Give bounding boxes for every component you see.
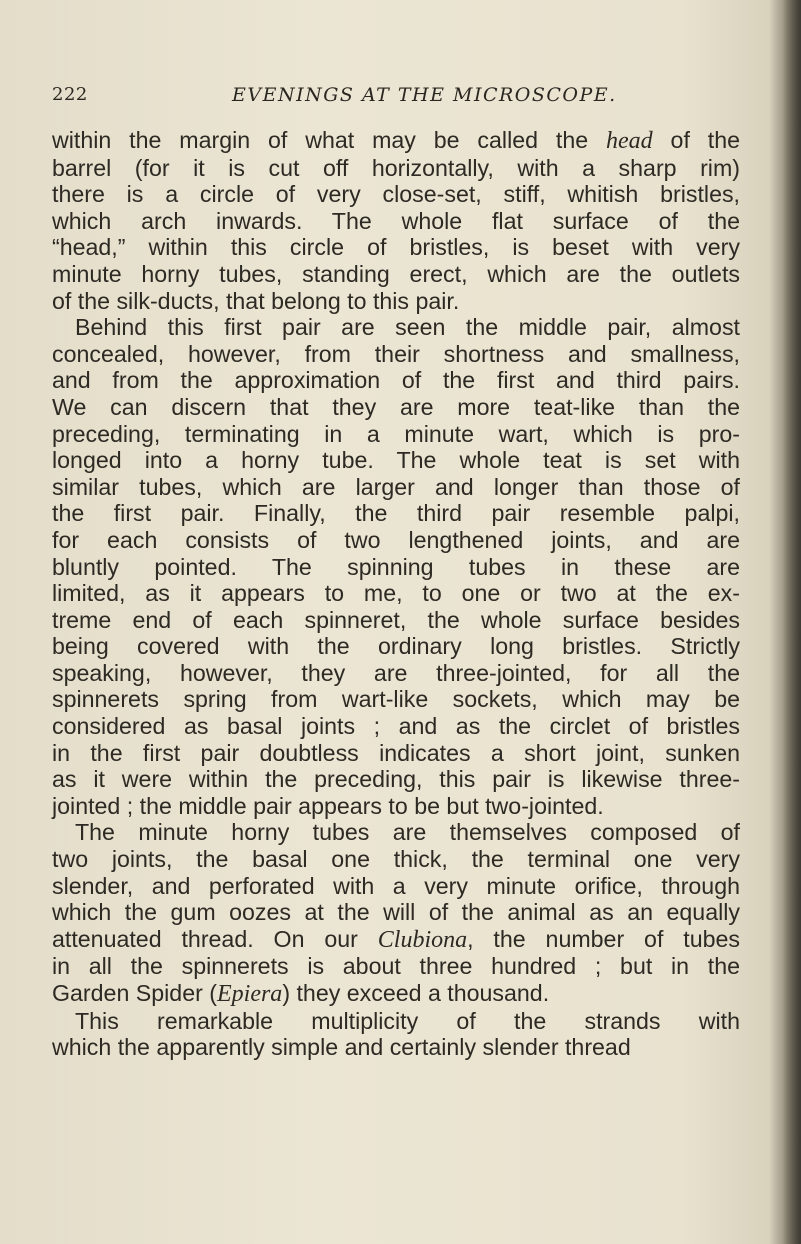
text-line: minute horny tubes, standing erect, which are the outlets: [52, 260, 740, 287]
text-run: , the number of tubes: [467, 925, 740, 952]
text-line: treme end of each spinneret, the whole surface besides: [52, 606, 740, 633]
text-line: the first pair. Finally, the third pair resemble palpi,: [52, 500, 740, 527]
text-line: concealed, however, from their shortness and smallness,: [52, 340, 740, 367]
text-line: which the gum oozes at the will of the animal as an equally: [52, 899, 740, 926]
italic-term: Clubiona: [377, 926, 468, 953]
text-line: spinnerets spring from wart-like sockets, which may be: [52, 686, 740, 713]
text-line: [52, 127, 740, 155]
italic-term: head: [606, 128, 653, 154]
paragraph-3: [52, 819, 740, 1007]
page-number: 222: [52, 84, 88, 105]
running-head: EVENINGS AT THE MICROSCOPE.: [232, 84, 617, 106]
text-line: limited, as it appears to me, to one or two at the ex-: [52, 580, 740, 607]
page-header: [52, 84, 742, 110]
page-binding-edge: [783, 0, 801, 1244]
paragraph-1: [52, 127, 740, 314]
text-line: jointed ; the middle pair appears to be but two-jointed.: [52, 792, 604, 819]
text-line: barrel (for it is cut off horizontally, with a sharp rim): [52, 154, 740, 181]
text-line: which arch inwards. The whole flat surface of the: [52, 207, 740, 234]
text-line: considered as basal joints ; and as the circlet of bristles: [52, 713, 740, 740]
text-line: in all the spinnerets is about three hundred ; but in the: [52, 953, 740, 980]
text-line: which the apparently simple and certainly slender thread: [52, 1034, 631, 1061]
text-line: two joints, the basal one thick, the terminal one very: [52, 846, 740, 873]
text-line: [52, 926, 740, 954]
text-line: preceding, terminating in a minute wart, which is pro-: [52, 420, 740, 447]
paragraph-2: [52, 314, 740, 819]
text-line: This remarkable multiplicity of the strands with: [75, 1007, 740, 1034]
text-line: there is a circle of very close-set, stiff, whitish bristles,: [52, 181, 740, 208]
text-line: We can discern that they are more teat-like than the: [52, 393, 740, 420]
text-line: speaking, however, they are three-jointed, for all the: [52, 659, 740, 686]
text-line: “head,” within this circle of bristles, is beset with very: [52, 234, 740, 261]
text-run: attenuated thread. On our: [52, 925, 378, 952]
text-run: Garden Spider (: [52, 980, 217, 1006]
text-line: Behind this first pair are seen the middle pair, almost: [75, 314, 740, 341]
text-line: longed into a horny tube. The whole teat is set with: [52, 447, 740, 474]
text-line: bluntly pointed. The spinning tubes in these are: [52, 553, 740, 580]
paragraph-4: [52, 1008, 740, 1061]
text-line: in the first pair doubtless indicates a short joint, sunken: [52, 739, 740, 766]
italic-term: Epiera: [216, 981, 283, 1007]
text-line: slender, and perforated with a very minute orifice, through: [52, 872, 740, 899]
text-line: similar tubes, which are larger and longer than those of: [52, 473, 740, 500]
text-line: The minute horny tubes are themselves composed of: [75, 819, 740, 846]
body-text: [52, 127, 740, 1061]
text-line: and from the approximation of the first and third pairs.: [52, 367, 740, 394]
text-line: as it were within the preceding, this pair is likewise three-: [52, 766, 740, 793]
text-line: being covered with the ordinary long bristles. Strictly: [52, 633, 740, 660]
text-run: within the margin of what may be called the: [52, 127, 607, 153]
text-line: [52, 980, 740, 1008]
text-line: of the silk-ducts, that belong to this pair.: [52, 287, 460, 314]
text-run: of the: [652, 127, 740, 153]
text-run: ) they exceed a thousand.: [282, 980, 550, 1006]
text-line: for each consists of two lengthened joints, and are: [52, 526, 740, 553]
